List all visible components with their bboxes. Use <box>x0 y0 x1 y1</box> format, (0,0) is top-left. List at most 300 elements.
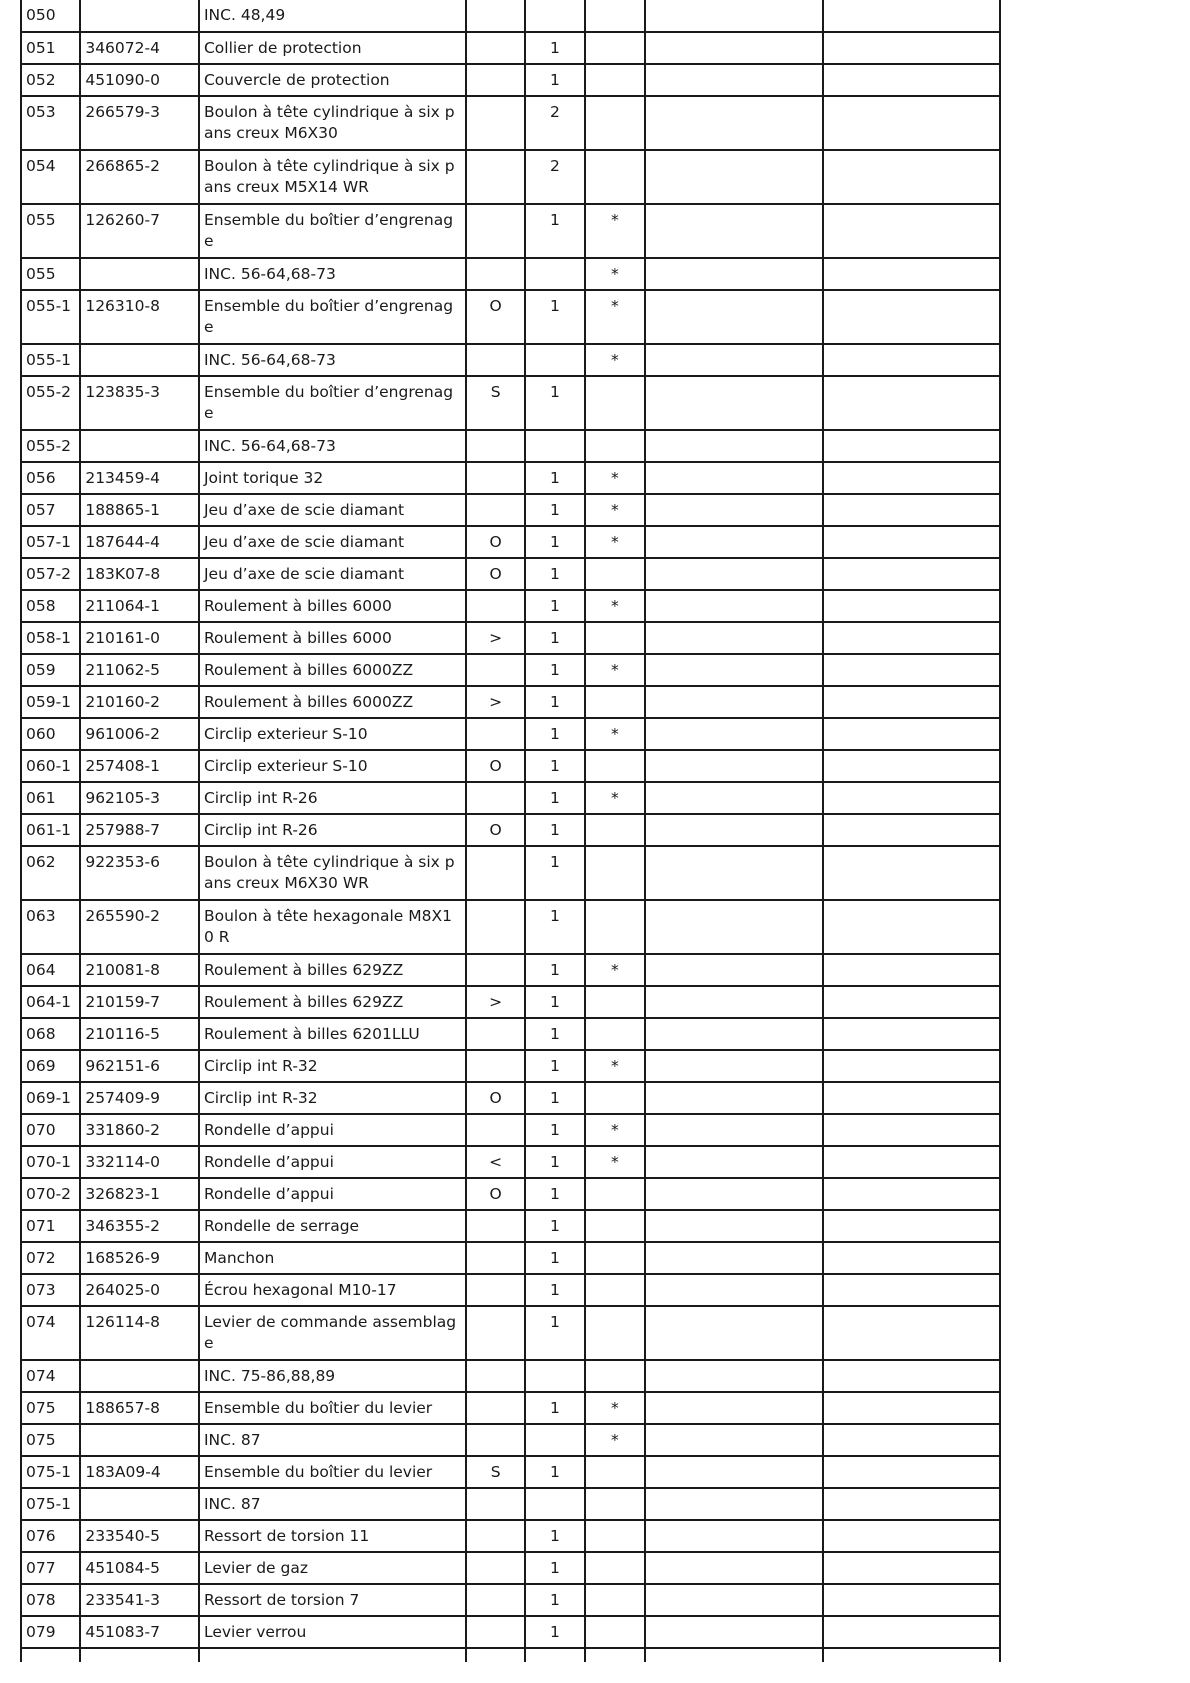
table-row <box>21 1050 1000 1082</box>
empty-cell <box>823 1018 1000 1050</box>
ref-cell: 064-1 <box>21 986 80 1018</box>
empty-cell <box>645 1274 823 1306</box>
empty-cell <box>823 686 1000 718</box>
ref-cell: 055 <box>21 258 80 290</box>
description-cell: INC. 87 <box>199 1424 466 1456</box>
empty-cell <box>823 1424 1000 1456</box>
empty-cell <box>525 1648 584 1662</box>
mark-cell <box>585 1242 645 1274</box>
empty-cell <box>645 204 823 258</box>
note-cell <box>466 1584 525 1616</box>
empty-cell <box>823 846 1000 900</box>
note-cell: S <box>466 376 525 430</box>
empty-cell <box>823 150 1000 204</box>
description-cell: Roulement à billes 629ZZ <box>199 954 466 986</box>
description-cell: Rondelle d’appui <box>199 1146 466 1178</box>
quantity-cell <box>525 344 584 376</box>
note-cell <box>466 1050 525 1082</box>
ref-cell: 075 <box>21 1392 80 1424</box>
quantity-cell: 1 <box>525 686 584 718</box>
empty-cell <box>645 376 823 430</box>
empty-cell <box>823 1114 1000 1146</box>
mark-cell: * <box>585 654 645 686</box>
table-row <box>21 494 1000 526</box>
description-cell: INC. 56-64,68-73 <box>199 258 466 290</box>
quantity-cell: 1 <box>525 526 584 558</box>
part-number-cell: 126114-8 <box>80 1306 199 1360</box>
description-cell: Écrou hexagonal M10-17 <box>199 1274 466 1306</box>
part-number-cell: 210161-0 <box>80 622 199 654</box>
part-number-cell <box>80 1360 199 1392</box>
mark-cell: * <box>585 344 645 376</box>
mark-cell <box>585 1306 645 1360</box>
ref-cell: 068 <box>21 1018 80 1050</box>
empty-cell <box>823 1306 1000 1360</box>
table-row <box>21 782 1000 814</box>
ref-cell: 074 <box>21 1360 80 1392</box>
empty-cell <box>823 1360 1000 1392</box>
table-row <box>21 654 1000 686</box>
empty-cell <box>823 1050 1000 1082</box>
empty-cell <box>823 1178 1000 1210</box>
note-cell: S <box>466 1456 525 1488</box>
quantity-cell: 1 <box>525 1552 584 1584</box>
quantity-cell: 2 <box>525 96 584 150</box>
quantity-cell: 1 <box>525 1306 584 1360</box>
ref-cell: 057-2 <box>21 558 80 590</box>
empty-cell <box>645 1114 823 1146</box>
ref-cell: 058 <box>21 590 80 622</box>
empty-cell <box>645 1648 823 1662</box>
note-cell <box>466 1018 525 1050</box>
empty-cell <box>645 344 823 376</box>
description-cell: Circlip exterieur S-10 <box>199 750 466 782</box>
note-cell <box>466 494 525 526</box>
mark-cell <box>585 1552 645 1584</box>
quantity-cell: 1 <box>525 1242 584 1274</box>
quantity-cell <box>525 1424 584 1456</box>
description-cell: Levier de gaz <box>199 1552 466 1584</box>
ref-cell: 052 <box>21 64 80 96</box>
part-number-cell: 183A09-4 <box>80 1456 199 1488</box>
ref-cell: 059 <box>21 654 80 686</box>
ref-cell: 055 <box>21 204 80 258</box>
empty-cell <box>823 1456 1000 1488</box>
note-cell <box>466 654 525 686</box>
table-row <box>21 900 1000 954</box>
mark-cell: * <box>585 1146 645 1178</box>
quantity-cell: 1 <box>525 782 584 814</box>
note-cell <box>466 900 525 954</box>
table-row <box>21 376 1000 430</box>
part-number-cell: 346355-2 <box>80 1210 199 1242</box>
mark-cell <box>585 1082 645 1114</box>
empty-cell <box>823 1082 1000 1114</box>
empty-cell <box>645 1584 823 1616</box>
empty-cell <box>645 1488 823 1520</box>
part-number-cell <box>80 1424 199 1456</box>
table-row <box>21 1210 1000 1242</box>
mark-cell <box>585 1274 645 1306</box>
empty-cell <box>645 750 823 782</box>
table-row <box>21 1552 1000 1584</box>
mark-cell: * <box>585 204 645 258</box>
mark-cell: * <box>585 258 645 290</box>
table-row <box>21 1146 1000 1178</box>
empty-cell <box>823 654 1000 686</box>
part-number-cell: 210081-8 <box>80 954 199 986</box>
empty-cell <box>823 814 1000 846</box>
quantity-cell <box>525 0 584 32</box>
table-row <box>21 344 1000 376</box>
empty-cell <box>823 526 1000 558</box>
part-number-cell <box>80 344 199 376</box>
part-number-cell: 257988-7 <box>80 814 199 846</box>
empty-cell <box>645 290 823 344</box>
table-row <box>21 430 1000 462</box>
table-row <box>21 1392 1000 1424</box>
empty-cell <box>823 462 1000 494</box>
empty-cell <box>823 0 1000 32</box>
ref-cell: 072 <box>21 1242 80 1274</box>
empty-cell <box>823 1488 1000 1520</box>
description-cell: Circlip int R-32 <box>199 1082 466 1114</box>
quantity-cell: 1 <box>525 64 584 96</box>
description-cell: INC. 87 <box>199 1488 466 1520</box>
mark-cell: * <box>585 494 645 526</box>
note-cell <box>466 1360 525 1392</box>
part-number-cell: 962105-3 <box>80 782 199 814</box>
table-row <box>21 954 1000 986</box>
note-cell <box>466 204 525 258</box>
empty-cell <box>645 1050 823 1082</box>
part-number-cell <box>80 430 199 462</box>
empty-cell <box>645 494 823 526</box>
quantity-cell: 1 <box>525 1114 584 1146</box>
ref-cell: 060-1 <box>21 750 80 782</box>
table-row <box>21 622 1000 654</box>
part-number-cell: 451083-7 <box>80 1616 199 1648</box>
empty-cell <box>823 1242 1000 1274</box>
mark-cell: * <box>585 526 645 558</box>
part-number-cell: 266865-2 <box>80 150 199 204</box>
empty-cell <box>645 846 823 900</box>
mark-cell <box>585 1178 645 1210</box>
quantity-cell: 1 <box>525 1018 584 1050</box>
description-cell: Roulement à billes 6000 <box>199 590 466 622</box>
description-cell: Jeu d’axe de scie diamant <box>199 494 466 526</box>
empty-cell <box>645 96 823 150</box>
mark-cell <box>585 1616 645 1648</box>
empty-cell <box>823 376 1000 430</box>
mark-cell: * <box>585 1392 645 1424</box>
quantity-cell: 1 <box>525 558 584 590</box>
description-cell: Roulement à billes 6000ZZ <box>199 686 466 718</box>
description-cell: Rondelle d’appui <box>199 1178 466 1210</box>
table-row <box>21 526 1000 558</box>
quantity-cell: 1 <box>525 900 584 954</box>
empty-cell <box>823 1392 1000 1424</box>
mark-cell <box>585 986 645 1018</box>
empty-cell <box>645 1178 823 1210</box>
mark-cell: * <box>585 1424 645 1456</box>
part-number-cell: 962151-6 <box>80 1050 199 1082</box>
empty-cell <box>645 1082 823 1114</box>
description-cell: Levier de commande assemblage <box>199 1306 466 1360</box>
mark-cell <box>585 376 645 430</box>
empty-cell <box>823 1210 1000 1242</box>
parts-list-page <box>20 0 1001 1662</box>
table-row <box>21 1424 1000 1456</box>
part-number-cell: 187644-4 <box>80 526 199 558</box>
table-row <box>21 1616 1000 1648</box>
part-number-cell: 211062-5 <box>80 654 199 686</box>
description-cell: Circlip int R-32 <box>199 1050 466 1082</box>
part-number-cell: 961006-2 <box>80 718 199 750</box>
description-cell: Ensemble du boîtier du levier <box>199 1456 466 1488</box>
description-cell: INC. 75-86,88,89 <box>199 1360 466 1392</box>
description-cell: INC. 56-64,68-73 <box>199 344 466 376</box>
empty-cell <box>823 954 1000 986</box>
note-cell <box>466 462 525 494</box>
note-cell <box>466 32 525 64</box>
empty-cell <box>823 782 1000 814</box>
quantity-cell: 1 <box>525 590 584 622</box>
table-row <box>21 1456 1000 1488</box>
note-cell <box>466 1520 525 1552</box>
mark-cell <box>585 1018 645 1050</box>
mark-cell: * <box>585 1114 645 1146</box>
note-cell: > <box>466 622 525 654</box>
ref-cell: 060 <box>21 718 80 750</box>
ref-cell: 063 <box>21 900 80 954</box>
empty-cell <box>823 1616 1000 1648</box>
empty-cell <box>645 0 823 32</box>
ref-cell: 064 <box>21 954 80 986</box>
mark-cell <box>585 846 645 900</box>
description-cell: Circlip exterieur S-10 <box>199 718 466 750</box>
part-number-cell: 326823-1 <box>80 1178 199 1210</box>
ref-cell: 069-1 <box>21 1082 80 1114</box>
description-cell: Circlip int R-26 <box>199 814 466 846</box>
empty-cell <box>823 1648 1000 1662</box>
description-cell: Roulement à billes 6000ZZ <box>199 654 466 686</box>
empty-cell <box>645 782 823 814</box>
description-cell: Boulon à tête cylindrique à six pans creux M5X14 WR <box>199 150 466 204</box>
empty-cell <box>823 1552 1000 1584</box>
description-cell: Jeu d’axe de scie diamant <box>199 558 466 590</box>
table-row <box>21 814 1000 846</box>
description-cell: Ressort de torsion 11 <box>199 1520 466 1552</box>
note-cell <box>466 1306 525 1360</box>
ref-cell: 062 <box>21 846 80 900</box>
empty-cell <box>823 1274 1000 1306</box>
description-cell: Joint torique 32 <box>199 462 466 494</box>
mark-cell <box>585 622 645 654</box>
empty-cell <box>645 900 823 954</box>
description-cell: Levier verrou <box>199 1616 466 1648</box>
mark-cell: * <box>585 590 645 622</box>
note-cell <box>466 344 525 376</box>
empty-cell <box>645 590 823 622</box>
empty-cell <box>21 1648 80 1662</box>
empty-cell <box>645 622 823 654</box>
mark-cell <box>585 900 645 954</box>
mark-cell <box>585 686 645 718</box>
ref-cell: 078 <box>21 1584 80 1616</box>
description-cell: Ensemble du boîtier d’engrenage <box>199 290 466 344</box>
empty-cell <box>645 718 823 750</box>
mark-cell <box>585 1584 645 1616</box>
mark-cell <box>585 1520 645 1552</box>
ref-cell: 050 <box>21 0 80 32</box>
part-number-cell <box>80 1488 199 1520</box>
note-cell <box>466 1552 525 1584</box>
ref-cell: 079 <box>21 1616 80 1648</box>
note-cell <box>466 150 525 204</box>
quantity-cell: 1 <box>525 846 584 900</box>
description-cell: Rondelle d’appui <box>199 1114 466 1146</box>
table-row <box>21 290 1000 344</box>
description-cell: Boulon à tête cylindrique à six pans creux M6X30 WR <box>199 846 466 900</box>
empty-cell <box>823 718 1000 750</box>
note-cell <box>466 96 525 150</box>
mark-cell <box>585 1360 645 1392</box>
empty-cell <box>823 900 1000 954</box>
table-row <box>21 0 1000 32</box>
quantity-cell: 1 <box>525 1050 584 1082</box>
note-cell <box>466 258 525 290</box>
note-cell <box>466 846 525 900</box>
part-number-cell: 257409-9 <box>80 1082 199 1114</box>
mark-cell <box>585 558 645 590</box>
empty-cell <box>645 1456 823 1488</box>
note-cell: O <box>466 750 525 782</box>
quantity-cell: 1 <box>525 1178 584 1210</box>
empty-cell <box>645 1552 823 1584</box>
mark-cell <box>585 150 645 204</box>
quantity-cell: 1 <box>525 1520 584 1552</box>
note-cell <box>466 590 525 622</box>
ref-cell: 055-2 <box>21 430 80 462</box>
table-row <box>21 204 1000 258</box>
empty-cell <box>645 954 823 986</box>
ref-cell: 055-1 <box>21 344 80 376</box>
quantity-cell <box>525 1488 584 1520</box>
mark-cell: * <box>585 782 645 814</box>
empty-cell <box>645 1616 823 1648</box>
table-row <box>21 1360 1000 1392</box>
quantity-cell: 1 <box>525 622 584 654</box>
ref-cell: 070 <box>21 1114 80 1146</box>
part-number-cell: 233540-5 <box>80 1520 199 1552</box>
table-row <box>21 96 1000 150</box>
quantity-cell: 1 <box>525 1456 584 1488</box>
mark-cell: * <box>585 718 645 750</box>
quantity-cell: 1 <box>525 1584 584 1616</box>
parts-table-body <box>21 0 1000 1662</box>
description-cell: INC. 48,49 <box>199 0 466 32</box>
quantity-cell: 1 <box>525 290 584 344</box>
part-number-cell: 211064-1 <box>80 590 199 622</box>
empty-cell <box>823 1520 1000 1552</box>
description-cell: Boulon à tête cylindrique à six pans creux M6X30 <box>199 96 466 150</box>
description-cell: Ensemble du boîtier d’engrenage <box>199 376 466 430</box>
quantity-cell: 1 <box>525 986 584 1018</box>
mark-cell <box>585 0 645 32</box>
note-cell: O <box>466 558 525 590</box>
table-row <box>21 986 1000 1018</box>
note-cell <box>466 1114 525 1146</box>
table-row <box>21 1114 1000 1146</box>
mark-cell <box>585 814 645 846</box>
empty-cell <box>823 494 1000 526</box>
table-row <box>21 590 1000 622</box>
quantity-cell: 1 <box>525 1616 584 1648</box>
mark-cell <box>585 1456 645 1488</box>
empty-cell <box>823 96 1000 150</box>
ref-cell: 076 <box>21 1520 80 1552</box>
note-cell: O <box>466 290 525 344</box>
part-number-cell: 922353-6 <box>80 846 199 900</box>
ref-cell: 061-1 <box>21 814 80 846</box>
table-row <box>21 1520 1000 1552</box>
table-row <box>21 32 1000 64</box>
part-number-cell: 451090-0 <box>80 64 199 96</box>
part-number-cell: 346072-4 <box>80 32 199 64</box>
empty-cell <box>645 1210 823 1242</box>
ref-cell: 056 <box>21 462 80 494</box>
parts-table <box>20 0 1001 1662</box>
empty-cell <box>823 64 1000 96</box>
part-number-cell <box>80 0 199 32</box>
empty-cell <box>645 686 823 718</box>
empty-cell <box>199 1648 466 1662</box>
quantity-cell: 1 <box>525 654 584 686</box>
part-number-cell: 257408-1 <box>80 750 199 782</box>
note-cell <box>466 1274 525 1306</box>
ref-cell: 075-1 <box>21 1456 80 1488</box>
part-number-cell: 126310-8 <box>80 290 199 344</box>
note-cell <box>466 1424 525 1456</box>
table-row <box>21 1242 1000 1274</box>
empty-cell <box>823 290 1000 344</box>
empty-cell <box>645 1018 823 1050</box>
quantity-cell: 1 <box>525 814 584 846</box>
mark-cell <box>585 32 645 64</box>
empty-cell <box>823 1584 1000 1616</box>
empty-cell <box>823 622 1000 654</box>
quantity-cell: 2 <box>525 150 584 204</box>
part-number-cell: 183K07-8 <box>80 558 199 590</box>
ref-cell: 073 <box>21 1274 80 1306</box>
note-cell <box>466 1616 525 1648</box>
mark-cell: * <box>585 462 645 494</box>
empty-cell <box>645 1146 823 1178</box>
table-row <box>21 686 1000 718</box>
mark-cell <box>585 1488 645 1520</box>
table-row <box>21 1082 1000 1114</box>
empty-cell <box>645 1360 823 1392</box>
quantity-cell <box>525 1360 584 1392</box>
quantity-cell: 1 <box>525 32 584 64</box>
empty-cell <box>645 986 823 1018</box>
empty-cell <box>645 1424 823 1456</box>
quantity-cell: 1 <box>525 462 584 494</box>
empty-cell <box>645 1520 823 1552</box>
ref-cell: 055-1 <box>21 290 80 344</box>
part-number-cell: 265590-2 <box>80 900 199 954</box>
